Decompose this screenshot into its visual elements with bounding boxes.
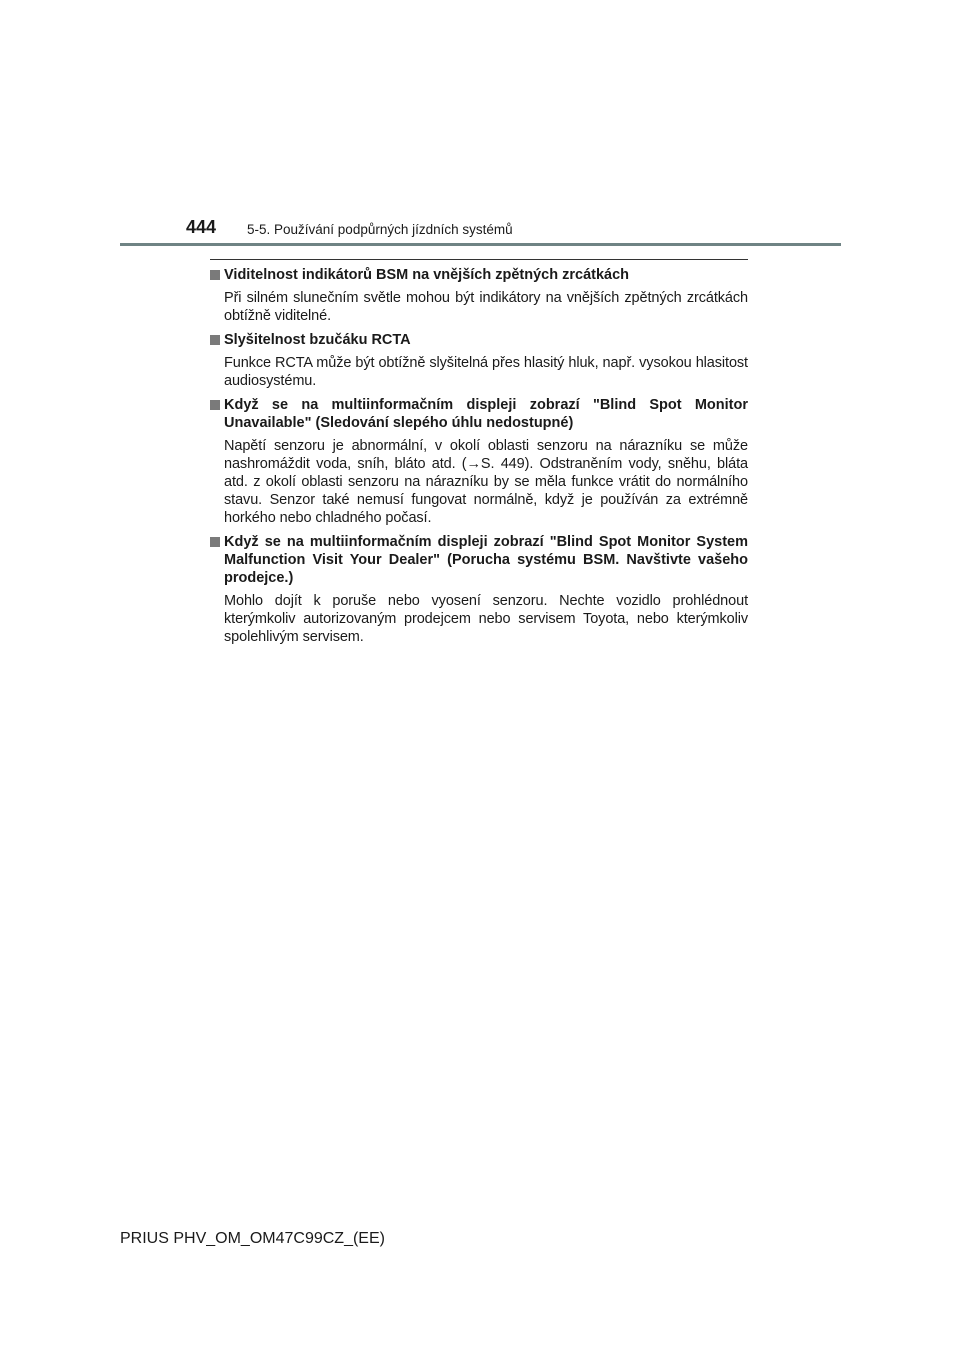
page-number: 444 [186, 217, 217, 237]
list-item [210, 396, 748, 527]
item-body: Při silném slunečním světle mohou být indikátory na vnějších zpětných zrcátkách obtížně viditelné. [224, 290, 748, 324]
square-bullet-icon [210, 537, 220, 547]
content-divider [210, 259, 748, 260]
item-heading-text: Když se na multiinformačním displeji zobrazí "Blind Spot Monitor Unavailable" (Sledování slepého úhlu nedostupné) [224, 397, 748, 431]
item-heading [210, 266, 748, 284]
square-bullet-icon [210, 400, 220, 410]
list-item [210, 533, 748, 646]
document-id: PRIUS PHV_OM_OM47C99CZ_(EE) [120, 1230, 385, 1247]
page-reference-link[interactable]: →S. 449 [466, 456, 525, 472]
square-bullet-icon [210, 335, 220, 345]
item-heading-text: Když se na multiinformačním displeji zobrazí "Blind Spot Monitor System Malfunction Visit Your Dealer" (Porucha systému BSM. Navštivte vašeho prodejce.) [224, 534, 748, 586]
item-heading-text: Viditelnost indikátorů BSM na vnějších zpětných zrcátkách [224, 267, 630, 283]
item-body: Funkce RCTA může být obtížně slyšitelná přes hlasitý hluk, např. vysokou hlasitost audiosystému. [224, 355, 748, 389]
item-body-text: Napětí senzoru je abnormální, v okolí oblasti senzoru na nárazníku se může nashromáždit voda, sníh, bláto atd. ( [224, 438, 748, 472]
item-heading-text: Slyšitelnost bzučáku RCTA [224, 332, 411, 348]
section-title: 5-5. Používání podpůrných jízdních systémů [247, 222, 513, 237]
square-bullet-icon [210, 270, 220, 280]
list-item [210, 331, 748, 390]
list-item [210, 266, 748, 325]
item-body [210, 437, 748, 527]
header-divider [120, 243, 841, 246]
item-heading [210, 396, 748, 432]
content-body [210, 266, 748, 652]
item-heading [210, 331, 748, 349]
item-heading [210, 533, 748, 587]
item-body-text: ). Odstraněním vody, sněhu, bláta atd. z okolí oblasti senzoru na nárazníku by se měla funkce vrátit do normálního stavu. Senzor také nemusí fungovat normálně, když je používán za extrémně horkého nebo chladného počasí. [224, 456, 748, 526]
item-body: Mohlo dojít k poruše nebo vyosení senzoru. Nechte vozidlo prohlédnout kterýmkoliv autorizovaným prodejcem nebo servisem Toyota, nebo kterýmkoliv spolehlivým servisem. [224, 593, 748, 645]
